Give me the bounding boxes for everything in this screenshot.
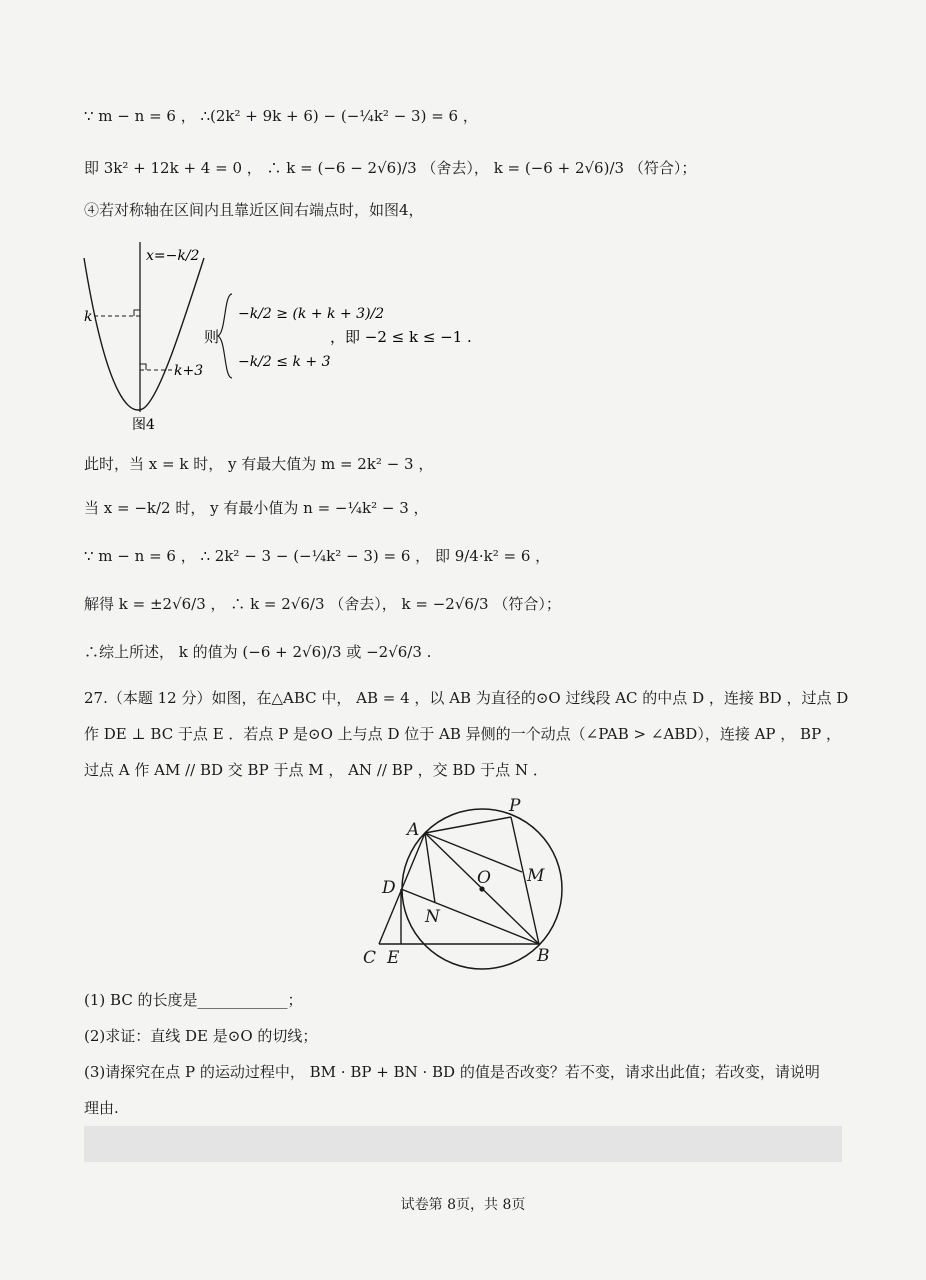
sub-question-1: (1) BC 的长度是____________； — [84, 991, 303, 1009]
text-line-3: ④若对称轴在区间内且靠近区间右端点时，如图4， — [84, 201, 424, 219]
text-line-5: 当 x = −k/2 时， y 有最小值为 n = −¼k² − 3 ， — [84, 499, 429, 517]
figure-4 — [80, 236, 480, 436]
question-27-line-1: 27.（本题 12 分）如图，在△ABC 中， AB = 4 ，以 AB 为直径的⊙O 过线段 AC 的中点 D ，连接 BD ，过点 D — [84, 689, 849, 707]
label-m: M — [527, 866, 545, 886]
segment-ap — [425, 817, 511, 833]
question-27-line-2: 作 DE ⊥ BC 于点 E ．若点 P 是⊙O 上与点 D 位于 AB 异侧的一个动点（∠PAB > ∠ABD），连接 AP ， BP ， — [84, 725, 841, 743]
label-b: B — [537, 946, 550, 966]
label-e: E — [387, 948, 400, 968]
segment-db — [401, 889, 539, 944]
label-p: P — [509, 796, 521, 816]
answer-area — [84, 1126, 842, 1162]
parabola-curve — [84, 258, 204, 410]
segment-am — [425, 833, 522, 872]
label-d: D — [382, 878, 396, 898]
text-line-1: ∵ m − n = 6 ， ∴(2k² + 9k + 6) − (−¼k² − 3) = 6 ， — [84, 107, 478, 125]
label-n: N — [425, 907, 440, 927]
text-line-6: ∵ m − n = 6 ， ∴ 2k² − 3 − (−¼k² − 3) = 6 ， 即 9/4·k² = 6 ， — [84, 547, 551, 565]
text-line-8: ∴综上所述， k 的值为 (−6 + 2√6)/3 或 −2√6/3 . — [84, 643, 432, 661]
sub-question-2: (2)求证：直线 DE 是⊙O 的切线； — [84, 1027, 318, 1045]
text-line-7: 解得 k = ±2√6/3 ， ∴ k = 2√6/3 （舍去）， k = −2√6/3 （符合）； — [84, 595, 561, 613]
right-angle-mark-k3 — [140, 364, 146, 370]
label-a: A — [407, 820, 420, 840]
sub-question-3-cont: 理由. — [84, 1099, 119, 1117]
condition-2: −k/2 ≤ k + 3 — [238, 354, 331, 370]
figure-4-caption: 图4 — [132, 417, 155, 433]
k3-label: k+3 — [174, 363, 204, 379]
page-footer: 试卷第 8页，共 8页 — [400, 1197, 526, 1213]
label-o: O — [477, 868, 491, 888]
system-brace — [218, 294, 232, 378]
text-line-4: 此时，当 x = k 时， y 有最大值为 m = 2k² − 3 ， — [84, 455, 434, 473]
text-line-2: 即 3k² + 12k + 4 = 0 ， ∴ k = (−6 − 2√6)/3 （舍去）， k = (−6 + 2√6)/3 （符合）； — [84, 159, 697, 177]
figure-27 — [355, 795, 595, 975]
question-27-line-3: 过点 A 作 AM // BD 交 BP 于点 M ， AN // BP ，交 BD 于点 N ． — [84, 761, 548, 779]
label-c: C — [363, 948, 377, 968]
k-label: k — [84, 309, 93, 325]
ze-text: 则 — [204, 328, 220, 346]
segment-an — [425, 833, 435, 903]
axis-label: x=−k/2 — [146, 248, 200, 264]
right-angle-mark-k — [134, 310, 140, 316]
condition-result: ，即 −2 ≤ k ≤ −1 . — [330, 328, 472, 346]
condition-1: −k/2 ≥ (k + k + 3)/2 — [238, 306, 385, 322]
sub-question-3: (3)请探究在点 P 的运动过程中， BM · BP + BN · BD 的值是否改变？若不变，请求出此值；若改变，请说明 — [84, 1063, 820, 1081]
